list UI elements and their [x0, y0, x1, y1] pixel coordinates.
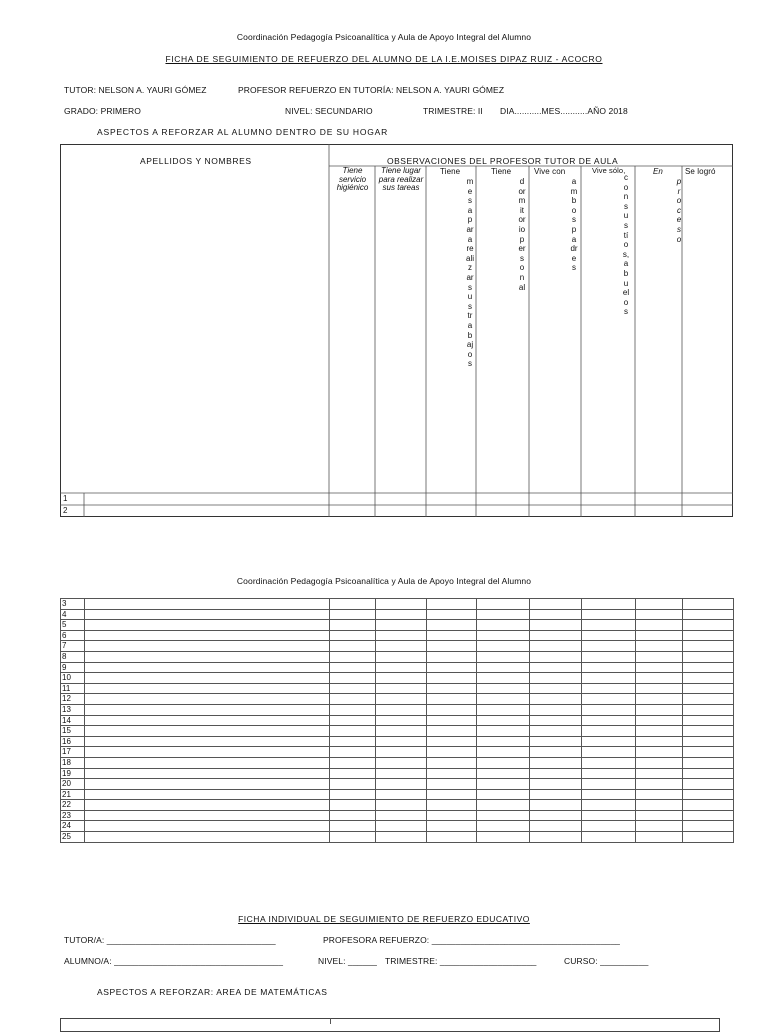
table-cell — [477, 747, 530, 758]
matematicas-table-top — [60, 1018, 720, 1032]
table-cell — [477, 821, 530, 832]
table-cell — [427, 757, 477, 768]
table-cell — [376, 821, 427, 832]
table-cell — [376, 757, 427, 768]
table-cell — [376, 768, 427, 779]
sub-header-1: Tiene servicio higiénico — [336, 166, 369, 193]
table-cell — [636, 747, 683, 758]
table-cell — [683, 810, 734, 821]
table-row — [61, 800, 734, 811]
table-cell — [636, 599, 683, 610]
table-row — [61, 726, 734, 737]
table-cell — [530, 641, 582, 652]
table-cell — [477, 726, 530, 737]
table-cell — [636, 810, 683, 821]
table-cell — [477, 609, 530, 620]
table-cell — [636, 757, 683, 768]
table-cell — [376, 662, 427, 673]
table-row — [61, 609, 734, 620]
table-cell — [636, 704, 683, 715]
table-cell — [636, 768, 683, 779]
row-number: 16 — [61, 736, 85, 747]
table-cell — [427, 810, 477, 821]
row-number: 12 — [61, 694, 85, 705]
table-cell — [683, 789, 734, 800]
table-cell — [85, 810, 330, 821]
table-cell — [530, 832, 582, 843]
table-cell — [427, 800, 477, 811]
row-number: 19 — [61, 768, 85, 779]
table-cell — [582, 736, 636, 747]
table-cell — [477, 620, 530, 631]
table-cell — [427, 620, 477, 631]
table-cell — [376, 726, 427, 737]
table-cell — [582, 832, 636, 843]
fecha-line: DIA...........MES...........AÑO 2018 — [500, 106, 628, 116]
row-number: 20 — [61, 779, 85, 790]
table-cell — [85, 779, 330, 790]
table-cell — [683, 630, 734, 641]
table-row — [61, 821, 734, 832]
row-number: 3 — [61, 599, 85, 610]
table-cell — [683, 620, 734, 631]
row-number: 18 — [61, 757, 85, 768]
table-cell — [330, 832, 376, 843]
table-cell — [582, 694, 636, 705]
table-cell — [85, 715, 330, 726]
table-cell — [427, 821, 477, 832]
table-cell — [582, 673, 636, 684]
table-cell — [530, 757, 582, 768]
row-number: 13 — [61, 704, 85, 715]
row-number: 24 — [61, 821, 85, 832]
table-cell — [636, 736, 683, 747]
table-cell — [530, 800, 582, 811]
table-cell — [376, 620, 427, 631]
table-cell — [85, 821, 330, 832]
table-cell — [376, 800, 427, 811]
table-cell — [530, 747, 582, 758]
table-cell — [477, 715, 530, 726]
table-cell — [85, 768, 330, 779]
row-number: 15 — [61, 726, 85, 737]
table-cell — [582, 683, 636, 694]
table-cell — [85, 599, 330, 610]
table-cell — [376, 599, 427, 610]
table-cell — [85, 683, 330, 694]
table-cell — [582, 800, 636, 811]
table-cell — [427, 736, 477, 747]
table-cell — [683, 599, 734, 610]
table-cell — [85, 800, 330, 811]
table-cell — [376, 789, 427, 800]
table-cell — [582, 726, 636, 737]
table-cell — [582, 620, 636, 631]
table-cell — [530, 694, 582, 705]
row-number: 14 — [61, 715, 85, 726]
table-cell — [683, 694, 734, 705]
table-cell — [530, 821, 582, 832]
table-cell — [427, 726, 477, 737]
table-cell — [376, 683, 427, 694]
table-cell — [582, 821, 636, 832]
table-cell — [85, 673, 330, 684]
table-cell — [530, 609, 582, 620]
table-cell — [530, 630, 582, 641]
col-name-header: APELLIDOS Y NOMBRES — [140, 156, 252, 166]
table-cell — [427, 704, 477, 715]
table-row — [61, 832, 734, 843]
table-cell — [636, 832, 683, 843]
table-cell — [376, 832, 427, 843]
vertical-text-dormitorio: dormitorio personal — [518, 177, 526, 292]
table-cell — [477, 789, 530, 800]
table-cell — [582, 641, 636, 652]
table-cell — [376, 747, 427, 758]
table-cell — [85, 736, 330, 747]
table-cell — [636, 683, 683, 694]
table-cell — [530, 599, 582, 610]
table-cell — [582, 651, 636, 662]
table-cell — [477, 757, 530, 768]
table-cell — [582, 630, 636, 641]
table-cell — [427, 599, 477, 610]
table-cell — [683, 683, 734, 694]
table-cell — [477, 768, 530, 779]
table-cell — [330, 694, 376, 705]
row-number: 22 — [61, 800, 85, 811]
table-cell — [582, 779, 636, 790]
table-cell — [636, 673, 683, 684]
table-cell — [330, 768, 376, 779]
table-cell — [376, 651, 427, 662]
vertical-text-mesa: mesa para realizar sus trabajos — [466, 177, 475, 369]
table-cell — [477, 641, 530, 652]
grado-line: GRADO: PRIMERO — [64, 106, 141, 116]
table-cell — [427, 694, 477, 705]
table-cell — [530, 779, 582, 790]
table-cell — [477, 694, 530, 705]
table-cell — [683, 800, 734, 811]
table-row — [61, 715, 734, 726]
row-number: 1 — [63, 494, 68, 503]
table-cell — [330, 630, 376, 641]
vertical-text-ambos-padres: ambos padres — [570, 177, 578, 273]
table-cell — [330, 800, 376, 811]
row-number: 23 — [61, 810, 85, 821]
matematicas-table-divider — [330, 1018, 331, 1024]
table-cell — [330, 673, 376, 684]
coordination-heading: Coordinación Pedagogía Psicoanalítica y Aula de Apoyo Integral del Alumno — [236, 32, 532, 42]
table-cell — [477, 662, 530, 673]
table-cell — [582, 747, 636, 758]
table-cell — [530, 651, 582, 662]
table-cell — [683, 832, 734, 843]
sub-header-7: En — [653, 167, 663, 176]
table-cell — [427, 779, 477, 790]
table-cell — [427, 715, 477, 726]
table-cell — [683, 662, 734, 673]
table-cell — [330, 609, 376, 620]
row-number: 4 — [61, 609, 85, 620]
table-cell — [582, 757, 636, 768]
alumno-line: ALUMNO/A: ___________________________________ — [64, 956, 284, 966]
table-cell — [582, 768, 636, 779]
table-cell — [683, 747, 734, 758]
table-cell — [330, 641, 376, 652]
table-cell — [477, 736, 530, 747]
col-obs-header: OBSERVACIONES DEL PROFESOR TUTOR DE AULA — [387, 156, 619, 166]
table-cell — [683, 821, 734, 832]
row-number: 9 — [61, 662, 85, 673]
table-row — [61, 673, 734, 684]
table-cell — [636, 662, 683, 673]
table-row — [61, 779, 734, 790]
table-cell — [683, 609, 734, 620]
table-row — [61, 599, 734, 610]
table-cell — [683, 779, 734, 790]
profesor-line: PROFESOR REFUERZO EN TUTORÍA: NELSON A. YAURI GÓMEZ — [238, 85, 505, 95]
table-cell — [530, 810, 582, 821]
table-cell — [636, 630, 683, 641]
table-cell — [683, 651, 734, 662]
row-number: 11 — [61, 683, 85, 694]
form-title: FICHA DE SEGUIMIENTO DE REFUERZO DEL ALUMNO DE LA I.E.MOISES DIPAZ RUIZ - ACOCRO — [165, 54, 603, 64]
table-cell — [427, 641, 477, 652]
table-row — [61, 694, 734, 705]
aspectos-heading: ASPECTOS A REFORZAR AL ALUMNO DENTRO DE SU HOGAR — [97, 127, 389, 137]
table-cell — [582, 810, 636, 821]
row-number: 21 — [61, 789, 85, 800]
table-cell — [330, 757, 376, 768]
table-cell — [477, 810, 530, 821]
table-cell — [427, 683, 477, 694]
table-cell — [330, 704, 376, 715]
table-cell — [530, 673, 582, 684]
table-cell — [427, 651, 477, 662]
table-cell — [330, 810, 376, 821]
table-cell — [330, 821, 376, 832]
individual-form-title: FICHA INDIVIDUAL DE SEGUIMIENTO DE REFUERZO EDUCATIVO — [238, 914, 530, 924]
table-cell — [85, 662, 330, 673]
table-cell — [376, 779, 427, 790]
table-row — [61, 630, 734, 641]
aspectos-matematicas: ASPECTOS A REFORZAR: AREA DE MATEMÁTICAS — [97, 987, 328, 997]
table-cell — [683, 736, 734, 747]
table-row — [61, 789, 734, 800]
table-cell — [330, 651, 376, 662]
profesora-line: PROFESORA REFUERZO: _______________________________________ — [323, 935, 620, 945]
table-cell — [330, 683, 376, 694]
table-cell — [683, 768, 734, 779]
table-cell — [477, 673, 530, 684]
table-cell — [636, 779, 683, 790]
table-cell — [530, 789, 582, 800]
table-row — [61, 757, 734, 768]
table-cell — [376, 715, 427, 726]
table-cell — [376, 609, 427, 620]
table-cell — [683, 715, 734, 726]
table-cell — [683, 726, 734, 737]
table-cell — [636, 620, 683, 631]
table-cell — [330, 736, 376, 747]
table-cell — [85, 726, 330, 737]
table-cell — [376, 736, 427, 747]
table-cell — [330, 715, 376, 726]
table-cell — [85, 757, 330, 768]
row-number: 17 — [61, 747, 85, 758]
table-cell — [530, 704, 582, 715]
nivel-line: NIVEL: SECUNDARIO — [285, 106, 373, 116]
table-cell — [376, 641, 427, 652]
table-cell — [636, 641, 683, 652]
table-cell — [582, 662, 636, 673]
table-cell — [427, 662, 477, 673]
table-cell — [636, 694, 683, 705]
table-cell — [427, 673, 477, 684]
trimestre-field: TRIMESTRE: ____________________ — [385, 956, 537, 966]
table-cell — [582, 609, 636, 620]
table-cell — [636, 715, 683, 726]
table-cell — [330, 779, 376, 790]
table-cell — [636, 609, 683, 620]
table-cell — [85, 704, 330, 715]
table-cell — [582, 704, 636, 715]
table-cell — [530, 620, 582, 631]
table-cell — [85, 609, 330, 620]
sub-header-4: Tiene — [491, 167, 512, 176]
table-cell — [477, 630, 530, 641]
curso-field: CURSO: __________ — [564, 956, 649, 966]
student-rows-table — [60, 598, 734, 843]
table-cell — [85, 747, 330, 758]
table-cell — [330, 747, 376, 758]
row-number: 25 — [61, 832, 85, 843]
sub-header-8: Se logró — [685, 167, 716, 176]
vertical-text-tios-abuelos: con sus tíos, abuelos — [622, 173, 630, 317]
table-cell — [636, 821, 683, 832]
table-cell — [477, 683, 530, 694]
table-cell — [85, 651, 330, 662]
table-cell — [636, 789, 683, 800]
row-number: 2 — [63, 506, 68, 515]
row-number: 6 — [61, 630, 85, 641]
table-row — [61, 768, 734, 779]
table-cell — [330, 599, 376, 610]
table-cell — [636, 800, 683, 811]
table-cell — [477, 599, 530, 610]
table-cell — [330, 662, 376, 673]
table-cell — [477, 651, 530, 662]
observation-table-grid — [60, 144, 733, 517]
table-row — [61, 704, 734, 715]
table-cell — [530, 715, 582, 726]
table-cell — [477, 779, 530, 790]
sub-header-6: Vive sólo, — [592, 166, 626, 175]
table-cell — [427, 768, 477, 779]
table-cell — [530, 736, 582, 747]
table-cell — [683, 641, 734, 652]
table-cell — [683, 757, 734, 768]
row-number: 7 — [61, 641, 85, 652]
table-row — [61, 651, 734, 662]
table-cell — [427, 630, 477, 641]
table-cell — [477, 832, 530, 843]
table-cell — [530, 768, 582, 779]
sub-header-2: Tiene lugar para realizar sus tareas — [378, 166, 424, 193]
sub-header-3: Tiene — [440, 167, 461, 176]
row-number: 5 — [61, 620, 85, 631]
table-cell — [683, 704, 734, 715]
table-cell — [530, 726, 582, 737]
table-cell — [530, 683, 582, 694]
table-row — [61, 641, 734, 652]
tutor-line: TUTOR: NELSON A. YAURI GÓMEZ — [64, 85, 207, 95]
table-cell — [477, 704, 530, 715]
table-cell — [427, 789, 477, 800]
table-cell — [530, 662, 582, 673]
table-cell — [636, 651, 683, 662]
table-cell — [582, 599, 636, 610]
table-cell — [582, 789, 636, 800]
table-row — [61, 810, 734, 821]
table-cell — [427, 609, 477, 620]
table-cell — [376, 630, 427, 641]
sub-header-5: Vive con — [534, 167, 566, 176]
table-cell — [376, 673, 427, 684]
table-cell — [85, 630, 330, 641]
nivel-field: NIVEL: ______ — [318, 956, 377, 966]
table-row — [61, 683, 734, 694]
table-row — [61, 662, 734, 673]
table-cell — [683, 673, 734, 684]
table-cell — [636, 726, 683, 737]
table-cell — [582, 715, 636, 726]
table-cell — [85, 641, 330, 652]
table-cell — [330, 620, 376, 631]
table-cell — [85, 832, 330, 843]
table-cell — [477, 800, 530, 811]
table-cell — [85, 620, 330, 631]
table-row — [61, 620, 734, 631]
table-cell — [427, 832, 477, 843]
table-cell — [376, 694, 427, 705]
table-cell — [427, 747, 477, 758]
table-row — [61, 747, 734, 758]
trimestre-line: TRIMESTRE: II — [423, 106, 483, 116]
row-number: 8 — [61, 651, 85, 662]
table-cell — [330, 789, 376, 800]
row-number: 10 — [61, 673, 85, 684]
table-cell — [330, 726, 376, 737]
tutora-line: TUTOR/A: ___________________________________ — [64, 935, 276, 945]
table-cell — [85, 789, 330, 800]
vertical-text-proceso: proceso — [676, 177, 682, 244]
table-cell — [376, 810, 427, 821]
coordination-heading-2: Coordinación Pedagogía Psicoanalítica y Aula de Apoyo Integral del Alumno — [236, 576, 532, 586]
table-row — [61, 736, 734, 747]
table-cell — [376, 704, 427, 715]
table-cell — [85, 694, 330, 705]
